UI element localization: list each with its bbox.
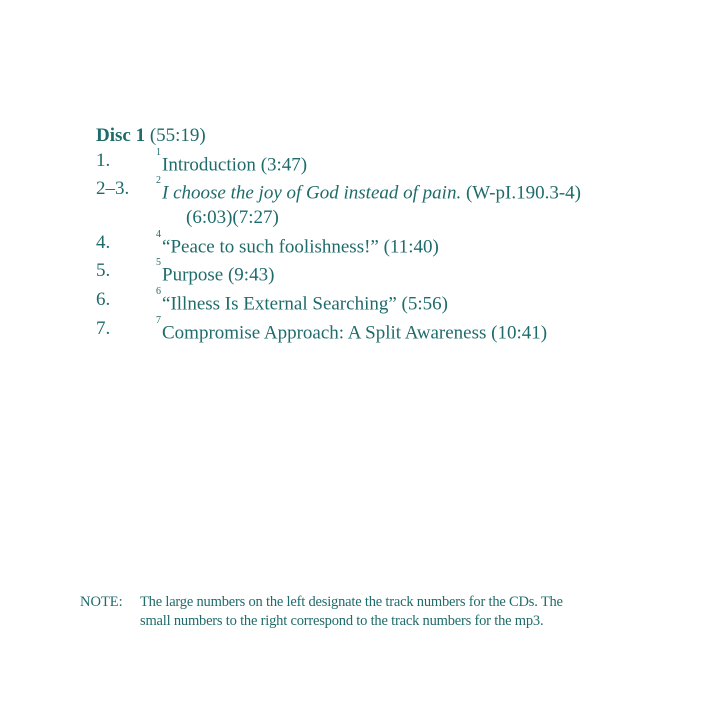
track-body	[156, 317, 547, 346]
track-row	[96, 259, 696, 288]
cd-track-number: 5.	[96, 260, 111, 282]
track-body	[156, 259, 274, 288]
track-body	[156, 288, 448, 317]
track-duration: (3:47)	[255, 153, 308, 175]
open-quote: “	[162, 235, 171, 257]
track-body	[156, 228, 439, 260]
track-row	[96, 146, 696, 178]
track-duration-continuation: (6:03)(7:27)	[186, 207, 279, 229]
track-row	[96, 317, 696, 346]
track-duration: (5:56)	[396, 293, 448, 315]
disc-title: Disc 1	[96, 125, 146, 146]
track-title: Purpose	[162, 264, 224, 286]
track-title: Illness Is External Searching”	[170, 293, 397, 315]
cd-track-number: 1.	[96, 149, 111, 171]
mp3-track-number: 5	[156, 257, 161, 269]
track-row	[96, 177, 696, 206]
note-label: NOTE:	[80, 594, 123, 610]
note-line: The large numbers on the left designate the track numbers for the CDs. The	[140, 594, 563, 610]
track-title: I choose the joy of God instead of pain.	[162, 182, 462, 204]
cd-track-number: 7.	[96, 318, 111, 340]
note-text	[140, 593, 660, 630]
track-row	[96, 288, 696, 317]
disc-header	[96, 124, 696, 149]
track-body	[156, 177, 581, 206]
mp3-track-number: 1	[156, 146, 161, 158]
mp3-track-number: 7	[156, 315, 161, 327]
track-duration: (9:43)	[223, 264, 275, 286]
disc-duration: (55:19)	[149, 125, 206, 146]
track-body	[156, 146, 308, 178]
cd-track-number: 6.	[96, 289, 111, 311]
track-reference: (W-pI.190.3-4)	[461, 182, 581, 204]
note-line: small numbers to the right correspond to the track numbers for the mp3.	[140, 612, 544, 629]
track-duration: (10:41)	[486, 322, 548, 344]
track-row	[96, 228, 696, 260]
mp3-track-number: 2	[156, 175, 161, 187]
track-title: Compromise Approach: A Split Awareness	[162, 322, 487, 344]
cd-track-number: 2–3.	[96, 178, 130, 200]
track-title: Peace to such foolishness!”	[170, 235, 379, 257]
note	[80, 593, 680, 630]
mp3-track-number: 6	[156, 286, 161, 298]
track-duration: (11:40)	[378, 235, 439, 257]
mp3-track-number: 4	[156, 228, 161, 240]
cd-track-number: 4.	[96, 231, 111, 253]
track-title: Introduction	[162, 153, 256, 175]
track-list	[96, 124, 696, 346]
open-quote: “	[162, 293, 171, 315]
